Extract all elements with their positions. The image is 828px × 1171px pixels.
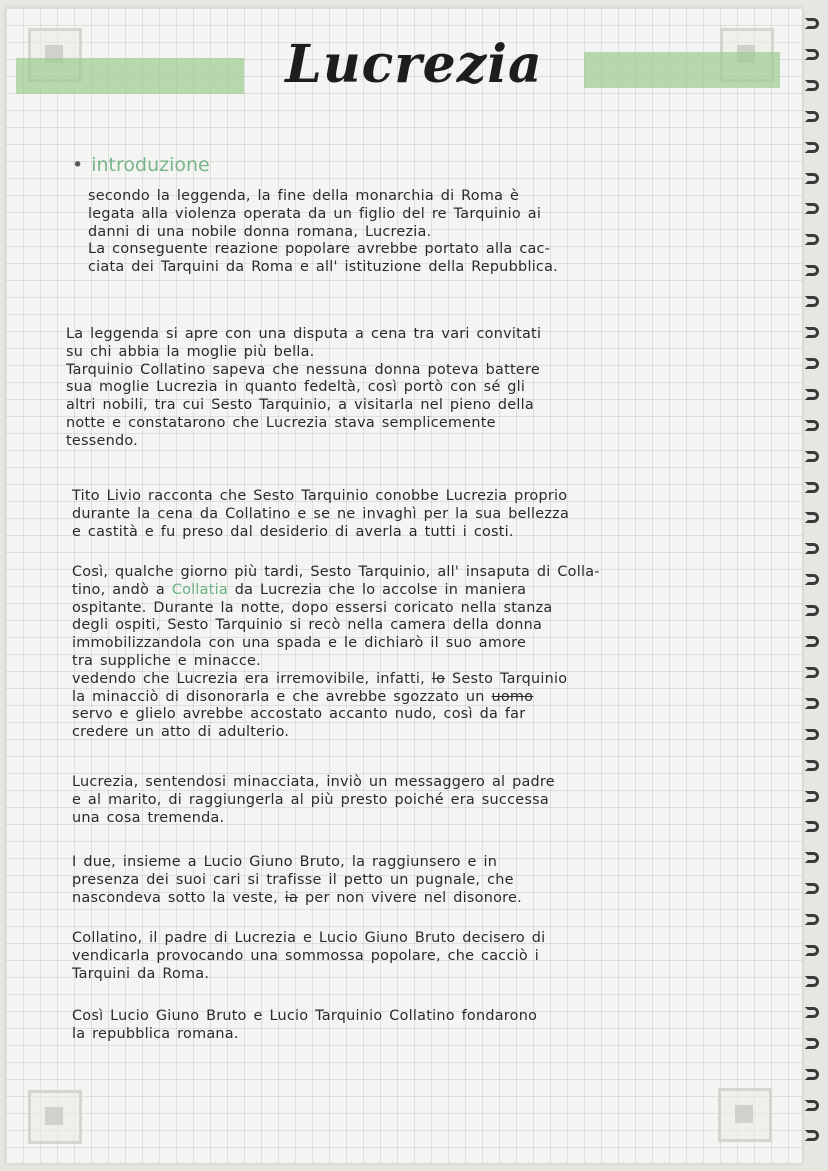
- text-line: durante la cena da Collatino e se ne invaghì per la sua bellezza: [72, 505, 570, 522]
- spiral-ring: [805, 296, 819, 307]
- text-line: I due, insieme a Lucio Giuno Bruto, la raggiunsero e in: [72, 854, 498, 870]
- text-line: [72, 890, 522, 908]
- spiral-ring: [805, 80, 819, 91]
- spiral-ring: [805, 945, 819, 956]
- highlighted-place-name: Collatia: [171, 581, 228, 598]
- spiral-ring: [805, 605, 819, 616]
- spiral-ring: [805, 49, 819, 60]
- spiral-ring: [805, 729, 819, 740]
- text-line: Collatino, il padre di Lucrezia e Lucio Giuno Bruto decisero di: [72, 930, 546, 946]
- text-line: [72, 689, 600, 707]
- text-fragment: da Lucrezia che lo accolse in maniera: [227, 581, 527, 598]
- text-fragment: Sesto Tarquinio: [445, 670, 568, 687]
- spiral-binding: [805, 18, 827, 1163]
- spiral-ring: [805, 636, 819, 647]
- text-line: notte e constatarono che Lucrezia stava semplicemente: [66, 414, 496, 431]
- struck-word: uomo: [491, 688, 534, 705]
- text-line: legata alla violenza operata da un figlio del re Tarquinio ai: [88, 205, 542, 222]
- text-fragment: per non vivere nel disonore.: [298, 889, 522, 906]
- spiral-ring: [805, 389, 819, 400]
- text-line: Così, qualche giorno più tardi, Sesto Tarquinio, all' insaputa di Colla-: [72, 564, 600, 580]
- spiral-ring: [805, 1038, 819, 1049]
- text-line: ospitante. Durante la notte, dopo essersi coricato nella stanza: [72, 599, 553, 616]
- page-title: Lucrezia: [285, 34, 543, 95]
- spiral-ring: [805, 18, 819, 29]
- spiral-ring: [805, 698, 819, 709]
- washi-tape-left: [16, 58, 244, 94]
- spiral-ring: [805, 914, 819, 925]
- spiral-ring: [805, 234, 819, 245]
- paragraph-revenge: [72, 930, 545, 983]
- text-line: e castità e fu preso dal desiderio di averla a tutti i costi.: [72, 523, 514, 540]
- text-line: servo e glielo avrebbe accostato accanto nudo, così da far: [72, 706, 526, 723]
- text-line: altri nobili, tra cui Sesto Tarquinio, a visitarla nel pieno della: [66, 397, 534, 414]
- spiral-ring: [805, 451, 819, 462]
- intro-heading: [72, 154, 210, 176]
- spiral-ring: [805, 976, 819, 987]
- spiral-ring: [805, 852, 819, 863]
- text-line: una cosa tremenda.: [72, 809, 225, 826]
- spiral-ring: [805, 111, 819, 122]
- corner-marker-bottom-left: [28, 1090, 82, 1144]
- text-fragment: tino, andò a: [72, 581, 172, 598]
- spiral-ring: [805, 173, 819, 184]
- text-line: Così Lucio Giuno Bruto e Lucio Tarquinio Collatino fondarono: [72, 1008, 538, 1024]
- washi-tape-right: [584, 52, 780, 88]
- spiral-ring: [805, 512, 819, 523]
- text-line: Tarquini da Roma.: [72, 965, 210, 982]
- spiral-ring: [805, 821, 819, 832]
- paragraph-dispute: [66, 326, 541, 451]
- spiral-ring: [805, 203, 819, 214]
- spiral-ring: [805, 142, 819, 153]
- text-line: La conseguente reazione popolare avrebbe portato alla cac-: [88, 241, 551, 258]
- spiral-ring: [805, 420, 819, 431]
- text-fragment: la minacciò di disonorarla e che avrebbe sgozzato un: [72, 688, 492, 705]
- text-fragment: vedendo che Lucrezia era irremovibile, infatti,: [72, 670, 432, 687]
- paragraph-messenger: [72, 774, 555, 827]
- spiral-ring: [805, 543, 819, 554]
- text-line: La leggenda si apre con una disputa a cena tra vari convitati: [66, 326, 542, 342]
- text-line: tra suppliche e minacce.: [72, 652, 261, 669]
- text-line: [72, 671, 600, 689]
- spiral-ring: [805, 482, 819, 493]
- spiral-ring: [805, 327, 819, 338]
- struck-word: lo: [431, 670, 446, 687]
- text-line: ciata dei Tarquini da Roma e all' istituzione della Repubblica.: [88, 259, 558, 276]
- spiral-ring: [805, 791, 819, 802]
- intro-heading-text: introduzione: [91, 154, 210, 176]
- paragraph-republic: [72, 1008, 537, 1044]
- text-line: danni di una nobile donna romana, Lucrezia.: [88, 223, 432, 240]
- paragraph-collatia: [72, 564, 600, 742]
- text-line: tessendo.: [66, 432, 138, 449]
- bullet-icon: •: [72, 154, 84, 176]
- text-line: degli ospiti, Sesto Tarquinio si recò nella camera della donna: [72, 617, 543, 634]
- text-line: Lucrezia, sentendosi minacciata, inviò un messaggero al padre: [72, 774, 555, 790]
- intro-paragraph: [88, 188, 558, 277]
- text-line: Tarquinio Collatino sapeva che nessuna donna poteva battere: [66, 361, 540, 378]
- text-line: sua moglie Lucrezia in quanto fedeltà, così portò con sé gli: [66, 379, 526, 396]
- struck-word: ia: [284, 889, 299, 906]
- paragraph-suicide: [72, 854, 522, 907]
- spiral-ring: [805, 1069, 819, 1080]
- spiral-ring: [805, 1100, 819, 1111]
- spiral-ring: [805, 358, 819, 369]
- notebook-page: [6, 8, 802, 1163]
- spiral-ring: [805, 1007, 819, 1018]
- corner-marker-bottom-right: [718, 1088, 772, 1142]
- spiral-ring: [805, 265, 819, 276]
- spiral-ring: [805, 883, 819, 894]
- text-line: immobilizzandola con una spada e le dichiarò il suo amore: [72, 635, 527, 652]
- text-line: secondo la leggenda, la fine della monarchia di Roma è: [88, 188, 520, 204]
- spiral-ring: [805, 667, 819, 678]
- text-line: presenza dei suoi cari si trafisse il petto un pugnale, che: [72, 871, 514, 888]
- text-line: credere un atto di adulterio.: [72, 724, 290, 741]
- text-line: Tito Livio racconta che Sesto Tarquinio conobbe Lucrezia proprio: [72, 488, 568, 504]
- text-line: vendicarla provocando una sommossa popolare, che cacciò i: [72, 947, 539, 964]
- spiral-ring: [805, 1130, 819, 1141]
- text-fragment: nascondeva sotto la veste,: [72, 889, 285, 906]
- paragraph-tito-livio: [72, 488, 569, 541]
- text-line: e al marito, di raggiungerla al più presto poiché era successa: [72, 791, 549, 808]
- text-line: su chi abbia la moglie più bella.: [66, 343, 315, 360]
- text-line: [72, 582, 600, 600]
- spiral-ring: [805, 760, 819, 771]
- text-line: la repubblica romana.: [72, 1025, 239, 1042]
- spiral-ring: [805, 574, 819, 585]
